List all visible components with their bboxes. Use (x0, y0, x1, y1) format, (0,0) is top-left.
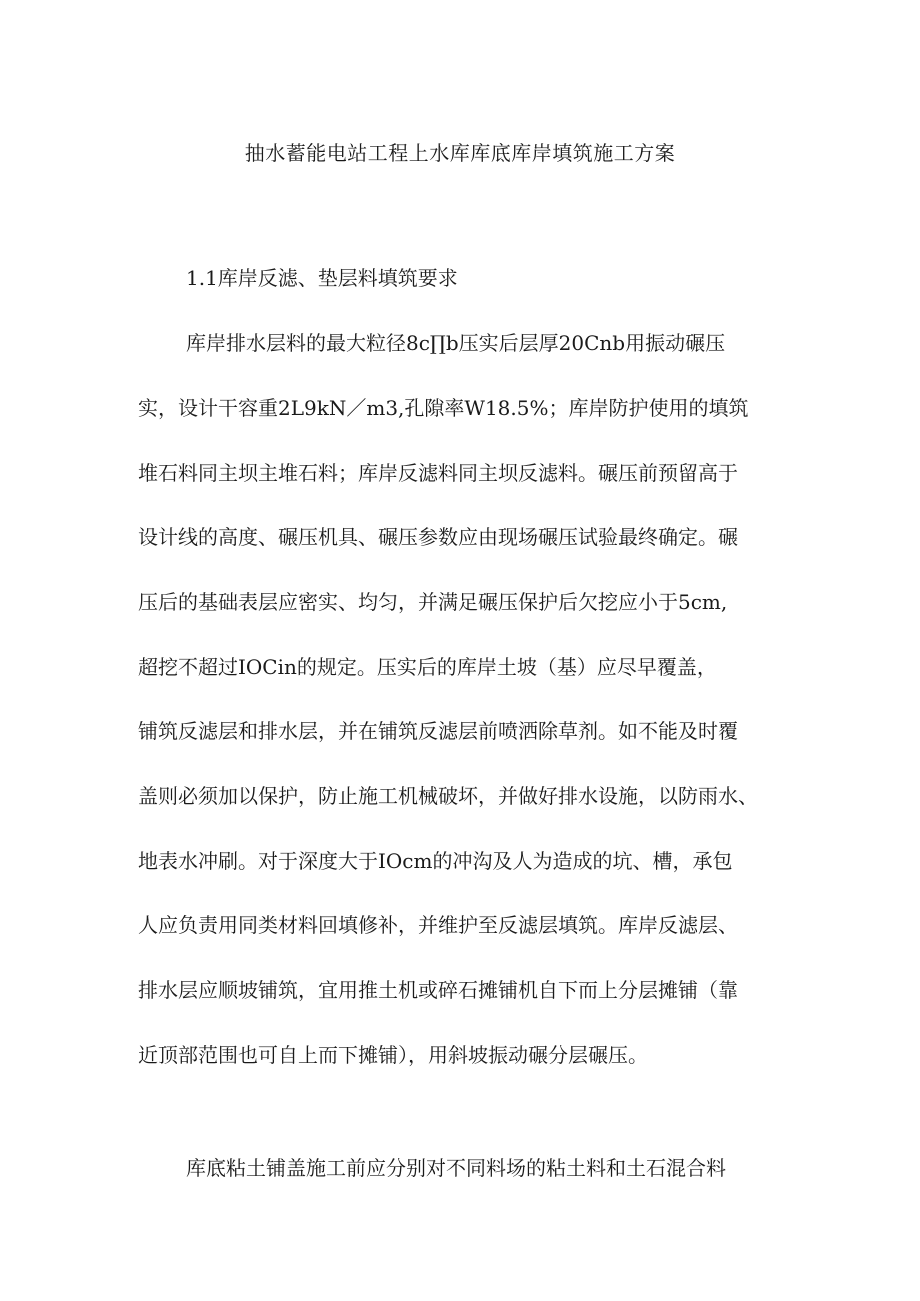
paragraph-line: 设计线的高度、碾压机具、碾压参数应由现场碾压试验最终确定。碾 (138, 525, 738, 549)
paragraph-line: 人应负责用同类材料回填修补，并维护至反滤层填筑。库岸反滤层、 (138, 913, 738, 937)
paragraph-line: 库底粘土铺盖施工前应分别对不同料场的粘土料和土石混合料 (186, 1156, 726, 1180)
paragraph-line: 压后的基础表层应密实、均匀，并满足碾压保护后欠挖应小于5cm, (138, 590, 728, 614)
paragraph-line: 排水层应顺坡铺筑，宜用推土机或碎石摊铺机自下而上分层摊铺（靠 (138, 978, 738, 1002)
paragraph-line: 堆石料同主坝主堆石料；库岸反滤料同主坝反滤料。碾压前预留高于 (138, 461, 738, 485)
paragraph-line: 实，设计干容重2L9kN／m3,孔隙率W18.5%；库岸防护使用的填筑 (138, 396, 749, 420)
document-title: 抽水蓄能电站工程上水库库底库岸填筑施工方案 (244, 141, 676, 165)
paragraph-line: 铺筑反滤层和排水层，并在铺筑反滤层前喷洒除草剂。如不能及时覆 (138, 719, 738, 743)
paragraph-line: 近顶部范围也可自上而下摊铺），用斜坡振动碾分层碾压。 (138, 1043, 648, 1067)
section-heading: 1.1库岸反滤、垫层料填筑要求 (186, 266, 458, 290)
paragraph-line: 地表水冲刷。对于深度大于IOcm的冲沟及人为造成的坑、槽，承包 (138, 849, 733, 873)
paragraph-line: 盖则必须加以保护，防止施工机械破坏，并做好排水设施，以防雨水、 (138, 784, 758, 808)
paragraph-line: 超挖不超过IOCin的规定。压实后的库岸土坡（基）应尽早覆盖， (138, 655, 717, 679)
paragraph-line: 库岸排水层料的最大粒径8c∏b压实后层厚20Cnb用振动碾压 (186, 331, 726, 355)
